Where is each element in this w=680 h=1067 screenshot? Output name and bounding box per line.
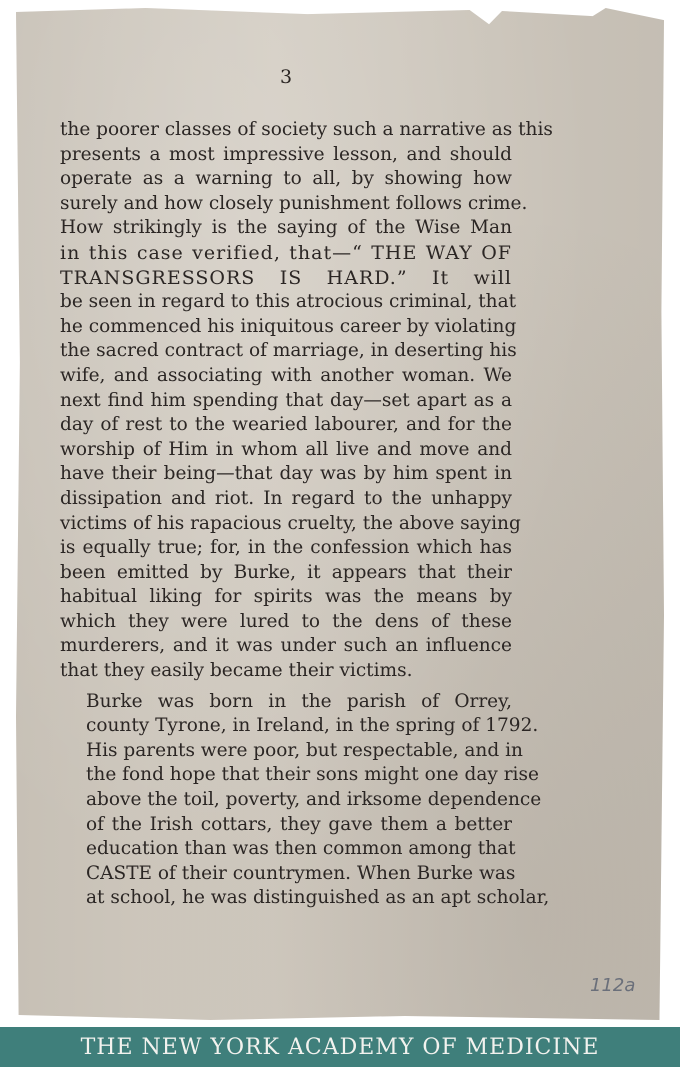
page-number: 3 [279, 66, 293, 88]
text-line: Burke was born in the parish of Orrey, [86, 690, 512, 712]
text-line: worship of Him in whom all live and move and [60, 438, 512, 460]
text-line: been emitted by Burke, it appears that their [60, 561, 512, 583]
text-line: victims of his rapacious cruelty, the above saying [60, 512, 521, 534]
text-line: dissipation and riot. In regard to the unhappy [60, 487, 512, 509]
paragraph-1 [60, 118, 553, 684]
text-line: TRANSGRESSORS IS HARD.” It will [60, 266, 512, 289]
text-line: at school, he was distinguished as an apt scholar, [86, 887, 550, 909]
text-line: the poorer classes of society such a narrative as this [60, 119, 553, 140]
margin-annotation: 112a [590, 975, 636, 996]
text-line: operate as a warning to all, by showing how [60, 168, 512, 190]
text-line: of the Irish cottars, they gave them a better [86, 813, 512, 835]
text-line: How strikingly is the saying of the Wise Man [60, 217, 512, 239]
text-line: the fond hope that their sons might one day rise [86, 764, 539, 786]
text-line: wife, and associating with another woman. We [60, 364, 512, 386]
text-line: the sacred contract of marriage, in deserting his [60, 340, 517, 362]
text-line: he commenced his iniquitous career by violating [60, 315, 517, 337]
text-line: which they were lured to the dens of these [60, 610, 512, 632]
text-line: murderers, and it was under such an influence [60, 635, 512, 657]
text-line: that they easily became their victims. [60, 660, 413, 682]
text-line: CASTE of their countrymen. When Burke was [86, 862, 516, 884]
text-line: habitual liking for spirits was the means by [60, 586, 512, 608]
text-line: county Tyrone, in Ireland, in the spring of 1792. [86, 715, 539, 737]
text-line: next find him spending that day—set apart as a [60, 389, 512, 411]
text-line: have their being—that day was by him spent in [60, 463, 512, 485]
paragraph-2 [60, 690, 550, 911]
text-line: presents a most impressive lesson, and should [60, 143, 512, 165]
page-body [60, 118, 553, 911]
text-line: education than was then common among that [86, 838, 516, 860]
text-line: surely and how closely punishment follows crime. [60, 192, 528, 214]
text-line: is equally true; for, in the confession which has [60, 537, 512, 559]
text-line: His parents were poor, but respectable, and in [86, 739, 523, 761]
institution-name: THE NEW YORK ACADEMY OF MEDICINE [80, 1034, 600, 1060]
text-line: above the toil, poverty, and irksome dependence [86, 789, 542, 811]
text-line: be seen in regard to this atrocious criminal, that [60, 291, 517, 313]
text-line: in this case verified, that—“ THE WAY OF [60, 241, 512, 264]
footer-banner [0, 1027, 680, 1067]
text-line: day of rest to the wearied labourer, and for the [60, 414, 512, 436]
